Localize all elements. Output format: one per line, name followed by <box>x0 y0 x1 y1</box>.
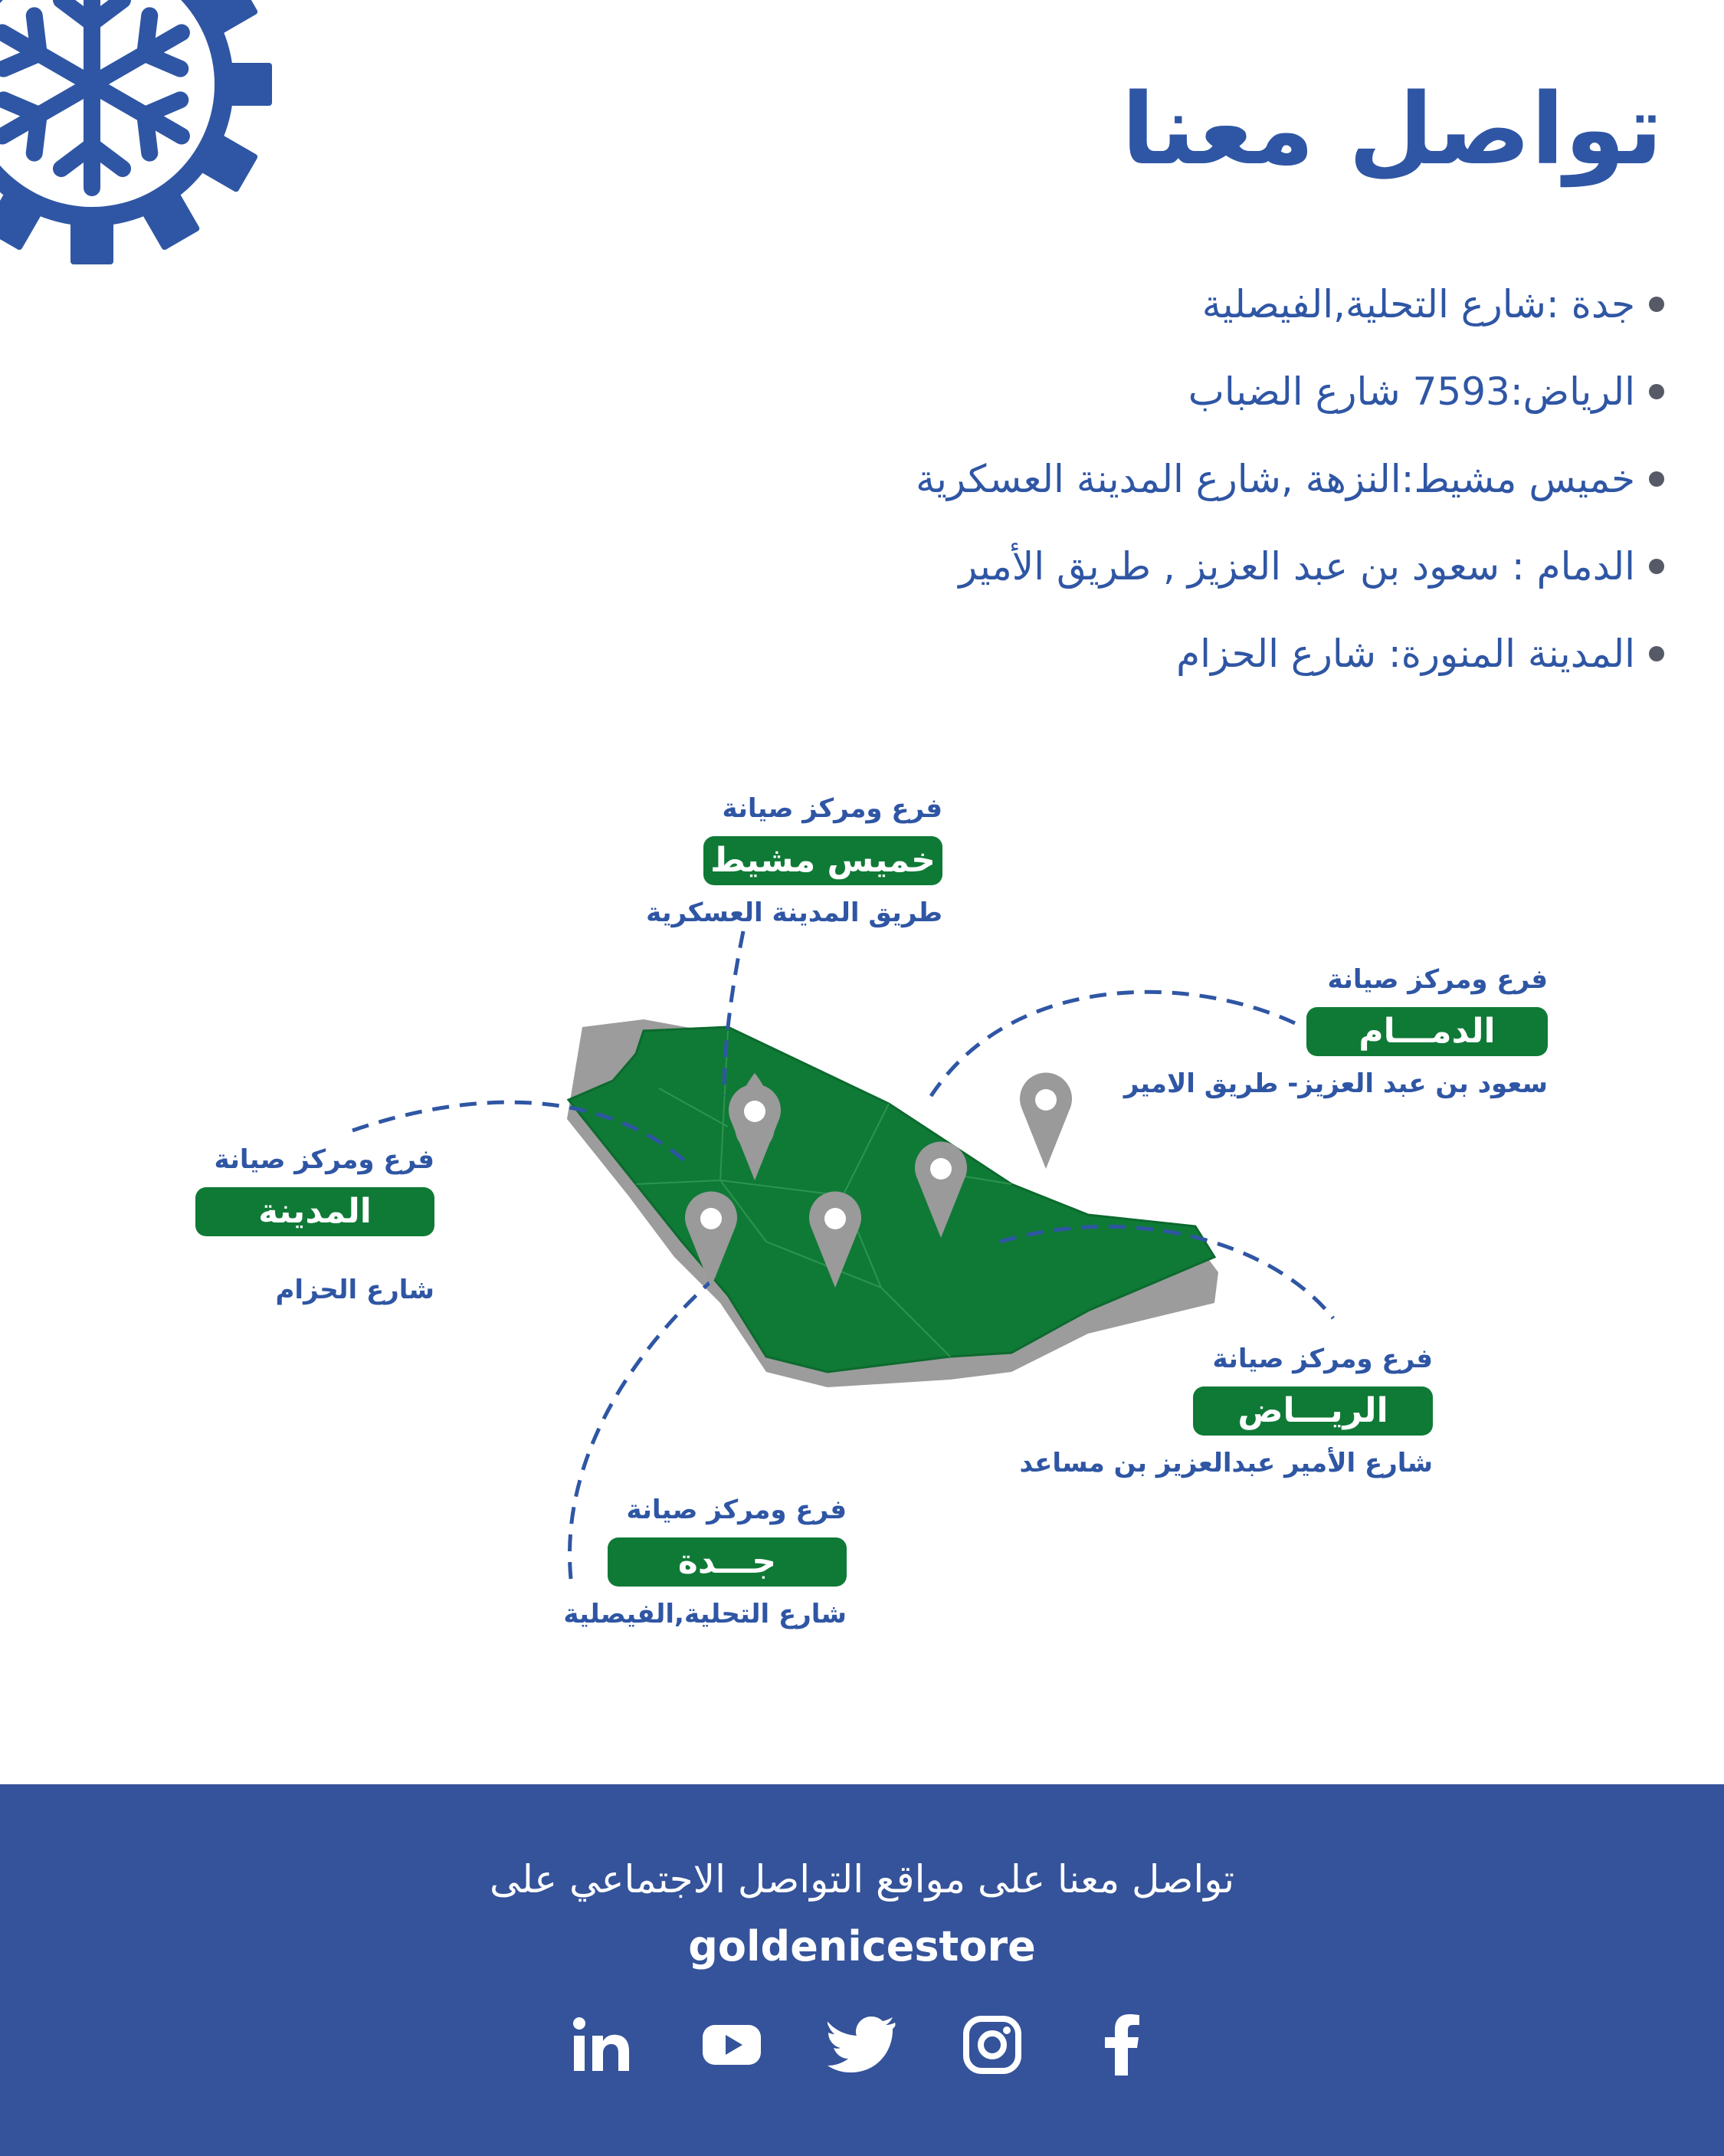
branch-tag: فرع ومركز صيانة <box>626 1495 847 1525</box>
bullet-icon <box>1649 646 1664 661</box>
map-pin-dammam <box>1020 1073 1072 1169</box>
branch-tag: فرع ومركز صيانة <box>722 793 942 824</box>
bullet-icon <box>1649 471 1664 487</box>
bullet-icon <box>1649 384 1664 399</box>
branch-city-pill: جـــدة <box>608 1537 847 1587</box>
branch-tag: فرع ومركز صيانة <box>214 1144 434 1175</box>
branch-tag: فرع ومركز صيانة <box>1212 1344 1433 1374</box>
branch-label-madinah <box>195 1144 434 1305</box>
list-item <box>515 261 1664 348</box>
social-handle[interactable]: goldenicestore <box>688 1922 1036 1971</box>
branch-label-jeddah <box>563 1495 847 1629</box>
branch-city-pill: الريـــاض <box>1193 1386 1433 1436</box>
list-item <box>515 523 1664 610</box>
footer-invite-text: تواصل معنا على مواقع التواصل الاجتماعي على <box>490 1857 1234 1902</box>
branch-road: شارع التحلية,الفيصلية <box>563 1599 847 1629</box>
linkedin-icon[interactable] <box>563 2007 640 2083</box>
branch-road: شارع الحزام <box>275 1275 434 1305</box>
address-text: خميس مشيط:النزهة ,شارع المدينة العسكرية <box>916 457 1635 501</box>
footer <box>0 1784 1724 2156</box>
branch-road: طريق المدينة العسكرية <box>646 898 942 928</box>
address-text: الرياض:7593 شارع الضباب <box>1188 369 1635 414</box>
youtube-icon[interactable] <box>693 2007 770 2083</box>
snowflake-gear-logo <box>0 0 276 268</box>
branch-city-pill: الدمـــام <box>1306 1007 1548 1056</box>
branch-road: شارع الأمير عبدالعزيز بن مساعد <box>1019 1448 1433 1478</box>
page-title: تواصل معنا <box>1121 73 1663 187</box>
list-item <box>515 348 1664 435</box>
bullet-icon <box>1649 559 1664 574</box>
branch-tag: فرع ومركز صيانة <box>1327 964 1548 995</box>
address-text: الدمام : سعود بن عبد العزيز , طريق الأمير <box>959 544 1635 589</box>
branch-label-riyadh <box>1020 1344 1433 1478</box>
address-text: جدة :شارع التحلية,الفيصلية <box>1201 282 1635 327</box>
branch-label-khamis <box>646 793 942 928</box>
address-list <box>515 261 1664 697</box>
instagram-icon[interactable] <box>954 2007 1031 2083</box>
address-text: المدينة المنورة: شارع الحزام <box>1176 632 1635 676</box>
branch-city-pill: المدينة المنورة <box>195 1187 434 1236</box>
branch-road: سعود بن عبد العزيز- طريق الامير <box>1123 1068 1548 1099</box>
branch-city-pill: خميس مشيط <box>703 836 942 885</box>
twitter-icon[interactable] <box>824 2007 900 2083</box>
branch-label-dammam <box>1124 964 1548 1099</box>
social-icons <box>0 2007 1724 2083</box>
bullet-icon <box>1649 297 1664 312</box>
list-item <box>515 610 1664 697</box>
facebook-icon[interactable] <box>1084 2007 1161 2083</box>
list-item <box>515 435 1664 523</box>
